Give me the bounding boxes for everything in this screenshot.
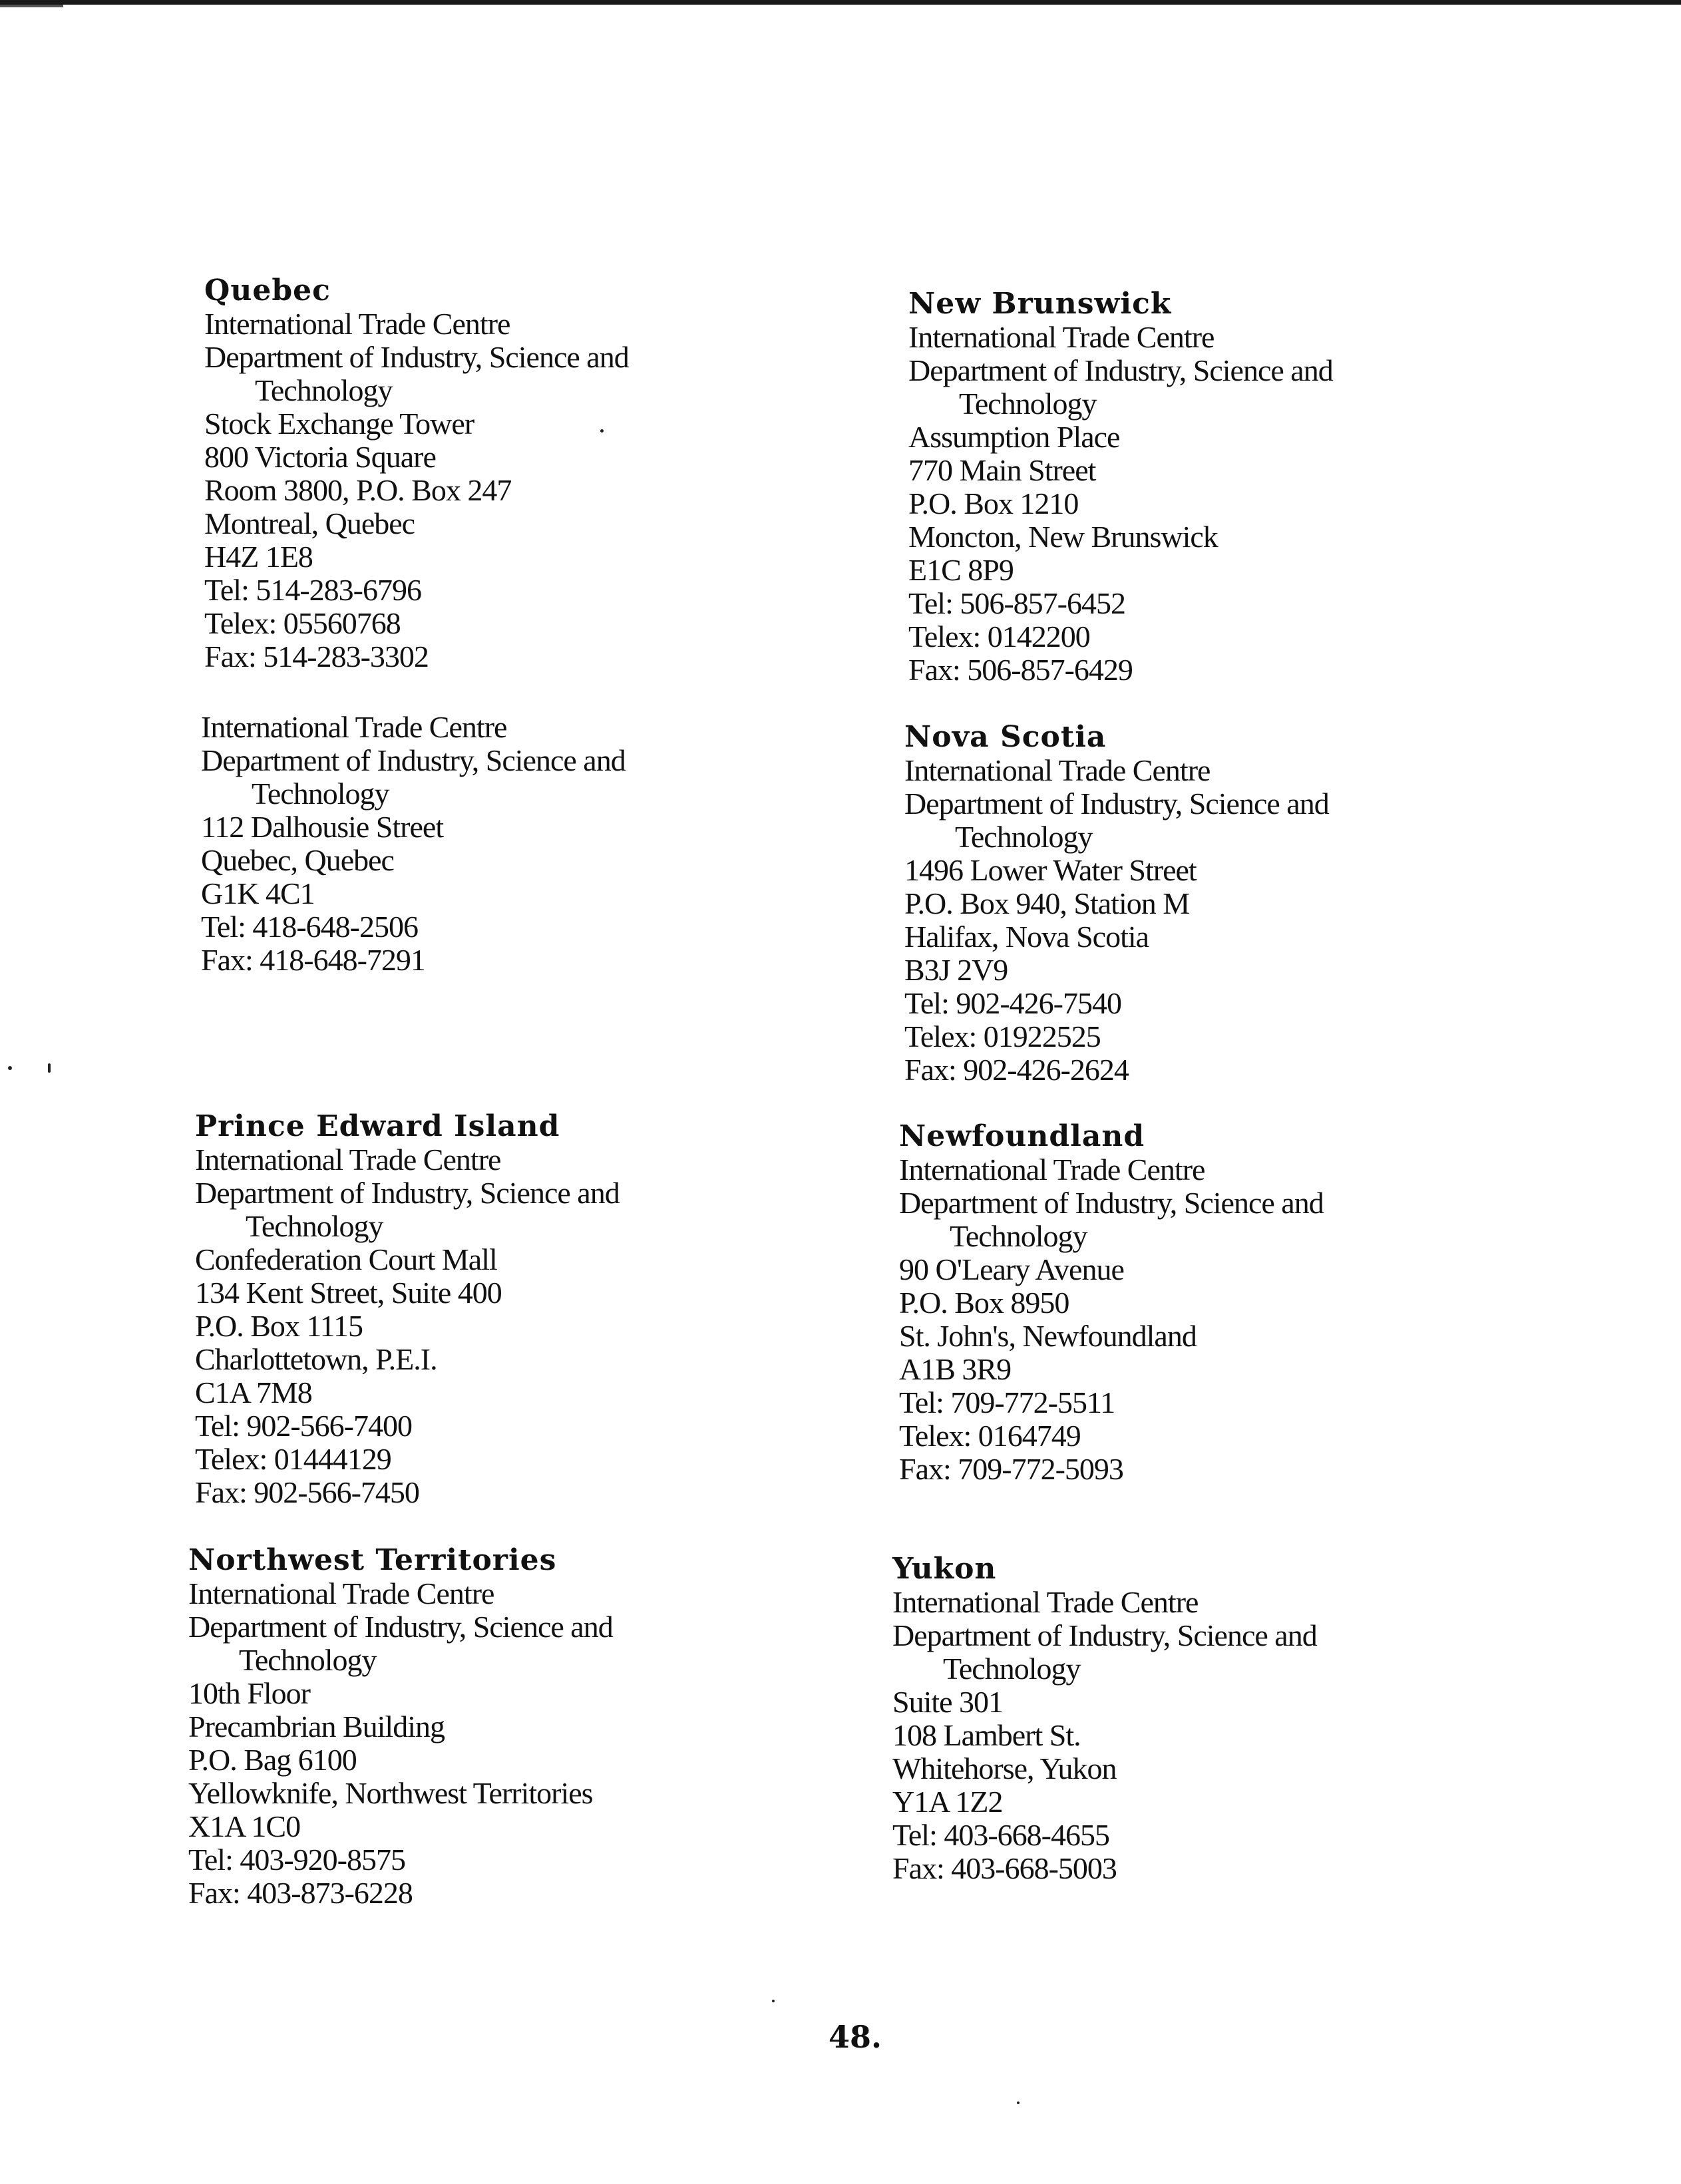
entry-line: Fax: 709-772-5093 — [899, 1452, 1123, 1486]
entry-heading: Newfoundland — [899, 1119, 1145, 1153]
scan-speck — [8, 1066, 12, 1070]
entry-line: P.O. Box 8950 — [899, 1286, 1069, 1320]
entry-line: Fax: 514-283-3302 — [204, 639, 429, 673]
entry-line: Confederation Court Mall — [195, 1242, 497, 1276]
entry-line: Stock Exchange Tower — [204, 407, 474, 441]
entry-line: Fax: 506-857-6429 — [908, 653, 1133, 687]
entry-line: Telex: 0164749 — [899, 1419, 1081, 1453]
entry-line: Technology — [252, 777, 389, 811]
entry-newfoundland — [899, 1120, 1565, 1486]
entry-line: Technology — [239, 1643, 377, 1677]
scan-speck — [772, 2000, 775, 2002]
entry-heading: Yukon — [892, 1552, 997, 1586]
entry-line: Y1A 1Z2 — [892, 1785, 1003, 1819]
entry-line: Telex: 01922525 — [904, 1019, 1101, 1053]
entry-line: P.O. Box 1115 — [195, 1309, 363, 1343]
entry-line: B3J 2V9 — [904, 953, 1008, 987]
entry-heading: Nova Scotia — [904, 720, 1107, 754]
entry-line: Technology — [955, 820, 1093, 854]
entry-line: Yellowknife, Northwest Territories — [188, 1776, 593, 1810]
page-number: 48. — [829, 2019, 882, 2055]
entry-quebec — [204, 274, 870, 673]
entry-line: P.O. Box 1210 — [908, 486, 1079, 520]
entry-line: Technology — [246, 1209, 383, 1243]
entry-line: Department of Industry, Science and — [892, 1618, 1317, 1652]
entry-line: St. John's, Newfoundland — [899, 1319, 1197, 1353]
entry-heading: Prince Edward Island — [195, 1109, 560, 1143]
scan-speck — [600, 429, 604, 433]
scan-speck — [1017, 2101, 1020, 2104]
entry-line: 1496 Lower Water Street — [904, 853, 1197, 887]
entry-heading: Quebec — [204, 273, 331, 307]
entry-line: C1A 7M8 — [195, 1375, 312, 1409]
entry-line: International Trade Centre — [908, 320, 1214, 354]
entry-line: H4Z 1E8 — [204, 540, 313, 574]
entry-line: International Trade Centre — [188, 1576, 494, 1610]
entry-heading: New Brunswick — [908, 287, 1172, 321]
entry-line: P.O. Bag 6100 — [188, 1743, 357, 1777]
entry-line: Fax: 418-648-7291 — [201, 943, 425, 977]
entry-line: Department of Industry, Science and — [195, 1176, 620, 1210]
entry-line: Fax: 403-668-5003 — [892, 1851, 1117, 1885]
entry-line: Department of Industry, Science and — [908, 353, 1333, 387]
entry-new-brunswick — [908, 287, 1574, 687]
entry-line: X1A 1C0 — [188, 1809, 301, 1843]
entry-line: 770 Main Street — [908, 453, 1096, 487]
entry-line: Technology — [943, 1652, 1081, 1686]
entry-line: Department of Industry, Science and — [899, 1186, 1324, 1220]
entry-line: Fax: 403-873-6228 — [188, 1876, 413, 1910]
entry-line: Tel: 403-920-8575 — [188, 1843, 406, 1877]
entry-line: Quebec, Quebec — [201, 843, 394, 877]
entry-line: Tel: 902-566-7400 — [195, 1409, 413, 1443]
entry-line: Tel: 506-857-6452 — [908, 586, 1126, 620]
entry-line: Tel: 418-648-2506 — [201, 910, 419, 944]
entry-prince-edward-island — [195, 1110, 860, 1509]
entry-line: International Trade Centre — [899, 1153, 1205, 1186]
entry-line: 800 Victoria Square — [204, 440, 436, 474]
entry-line: Montreal, Quebec — [204, 506, 415, 540]
entry-line: Department of Industry, Science and — [904, 787, 1329, 820]
entry-line: International Trade Centre — [892, 1585, 1199, 1619]
entry-line: 108 Lambert St. — [892, 1718, 1081, 1752]
entry-quebec-city — [201, 711, 866, 977]
entry-line: Whitehorse, Yukon — [892, 1751, 1117, 1785]
entry-line: Telex: 01444129 — [195, 1442, 391, 1476]
entry-line: G1K 4C1 — [201, 876, 315, 910]
entry-line: Fax: 902-426-2624 — [904, 1053, 1129, 1087]
entry-nova-scotia — [904, 721, 1570, 1087]
scan-speck — [48, 1063, 51, 1073]
entry-line: 10th Floor — [188, 1676, 310, 1710]
entry-line: International Trade Centre — [201, 710, 507, 744]
entry-line: 90 O'Leary Avenue — [899, 1252, 1124, 1286]
entry-line: Technology — [950, 1219, 1087, 1253]
entry-line: Assumption Place — [908, 420, 1120, 454]
entry-line: 134 Kent Street, Suite 400 — [195, 1276, 502, 1310]
entry-line: Fax: 902-566-7450 — [195, 1475, 419, 1509]
entry-line: Department of Industry, Science and — [201, 743, 626, 777]
entry-line: Tel: 403-668-4655 — [892, 1818, 1110, 1852]
top-border-mark — [0, 5, 63, 7]
entry-heading: Northwest Territories — [188, 1543, 557, 1577]
entry-line: Moncton, New Brunswick — [908, 520, 1218, 554]
entry-northwest-territories — [188, 1544, 854, 1910]
entry-line: P.O. Box 940, Station M — [904, 886, 1190, 920]
entry-line: Department of Industry, Science and — [204, 340, 629, 374]
entry-line: International Trade Centre — [204, 307, 510, 341]
top-border-rule — [0, 0, 1681, 5]
entry-line: Halifax, Nova Scotia — [904, 920, 1149, 954]
entry-line: Tel: 902-426-7540 — [904, 986, 1122, 1020]
entry-line: International Trade Centre — [195, 1143, 501, 1177]
entry-line: 112 Dalhousie Street — [201, 810, 444, 844]
entry-line: Telex: 05560768 — [204, 606, 401, 640]
entry-line: Department of Industry, Science and — [188, 1610, 613, 1644]
entry-line: Charlottetown, P.E.I. — [195, 1342, 437, 1376]
entry-yukon — [892, 1552, 1558, 1885]
entry-line: Technology — [959, 387, 1097, 421]
entry-line: E1C 8P9 — [908, 553, 1014, 587]
entry-line: Room 3800, P.O. Box 247 — [204, 473, 512, 507]
entry-line: Telex: 0142200 — [908, 620, 1090, 653]
entry-line: A1B 3R9 — [899, 1352, 1012, 1386]
entry-line: Technology — [255, 373, 393, 407]
entry-line: International Trade Centre — [904, 753, 1211, 787]
entry-line: Suite 301 — [892, 1685, 1004, 1719]
entry-line: Tel: 709-772-5511 — [899, 1385, 1115, 1419]
entry-line: Precambrian Building — [188, 1710, 445, 1743]
entry-line: Tel: 514-283-6796 — [204, 573, 422, 607]
